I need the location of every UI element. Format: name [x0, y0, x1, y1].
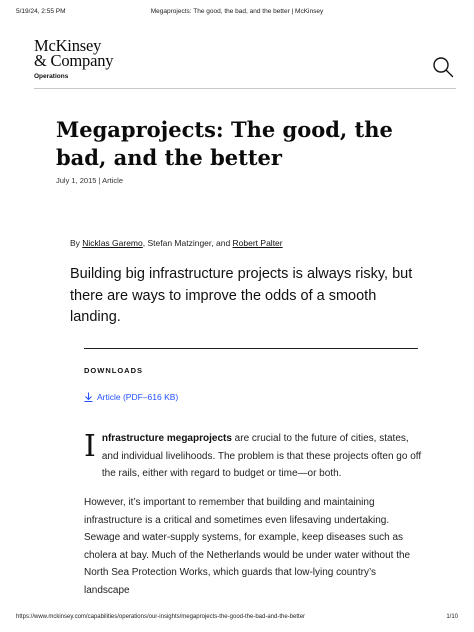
- paragraph-1-rest: are crucial to the future of cities, states, and individual livelihoods. The problem is that these projects often go off the rails, either with regard to budget or time—or both.: [101, 433, 422, 479]
- lead-bold-text: nfrastructure megaprojects: [101, 433, 232, 444]
- byline-middle: , Stefan Matzinger, and: [142, 238, 233, 248]
- downloads-heading: DOWNLOADS: [84, 366, 143, 375]
- drop-cap: I: [84, 429, 96, 464]
- print-page-title: Megaprojects: The good, the bad, and the better | McKinsey: [150, 8, 324, 15]
- article-dek: Building big infrastructure projects is always risky, but there are ways to improve the odds of a smooth landing.: [70, 266, 413, 325]
- download-link-label: Article (PDF–616 KB): [97, 392, 179, 402]
- article-title: Megaprojects: The good, the bad, and the better: [56, 117, 393, 170]
- logo-line-1: McKinsey: [34, 36, 102, 55]
- section-link-operations[interactable]: Operations: [34, 73, 69, 80]
- article-meta: [56, 176, 123, 185]
- body-paragraph-2: However, it’s important to remember that building and maintaining infrastructure is a critical and sometimes even lifesaving undertaking. Sewage and water-supply systems, for example, keep diseases such as cholera at bay. Much of the Netherlands would be under water without the North Sea Protection Works, which guards that low-lying country’s landscape: [84, 497, 411, 596]
- download-arrow-icon: [84, 392, 93, 402]
- logo-line-2: & Company: [34, 51, 114, 70]
- page-number: 1/10: [446, 614, 458, 620]
- downloads-divider: [84, 348, 418, 349]
- header-divider: [34, 88, 456, 89]
- byline: [70, 238, 283, 248]
- search-icon[interactable]: [432, 56, 454, 78]
- meta-separator: |: [96, 176, 103, 185]
- author-link-robert-palter[interactable]: Robert Palter: [232, 238, 283, 248]
- body-paragraph-1: [84, 430, 424, 483]
- mckinsey-logo[interactable]: [34, 38, 113, 68]
- article-type: Article: [102, 176, 123, 185]
- author-link-nicklas-garemo[interactable]: Nicklas Garemo: [82, 238, 143, 248]
- download-pdf-link[interactable]: [84, 392, 178, 402]
- print-date: 5/19/24, 2:55 PM: [16, 8, 66, 15]
- byline-prefix: By: [70, 238, 83, 248]
- print-url: https://www.mckinsey.com/capabilities/operations/our-insights/megaprojects-the-good-the-bad-and-the-better: [16, 614, 306, 620]
- article-date: July 1, 2015: [56, 176, 97, 185]
- print-header: [16, 8, 458, 20]
